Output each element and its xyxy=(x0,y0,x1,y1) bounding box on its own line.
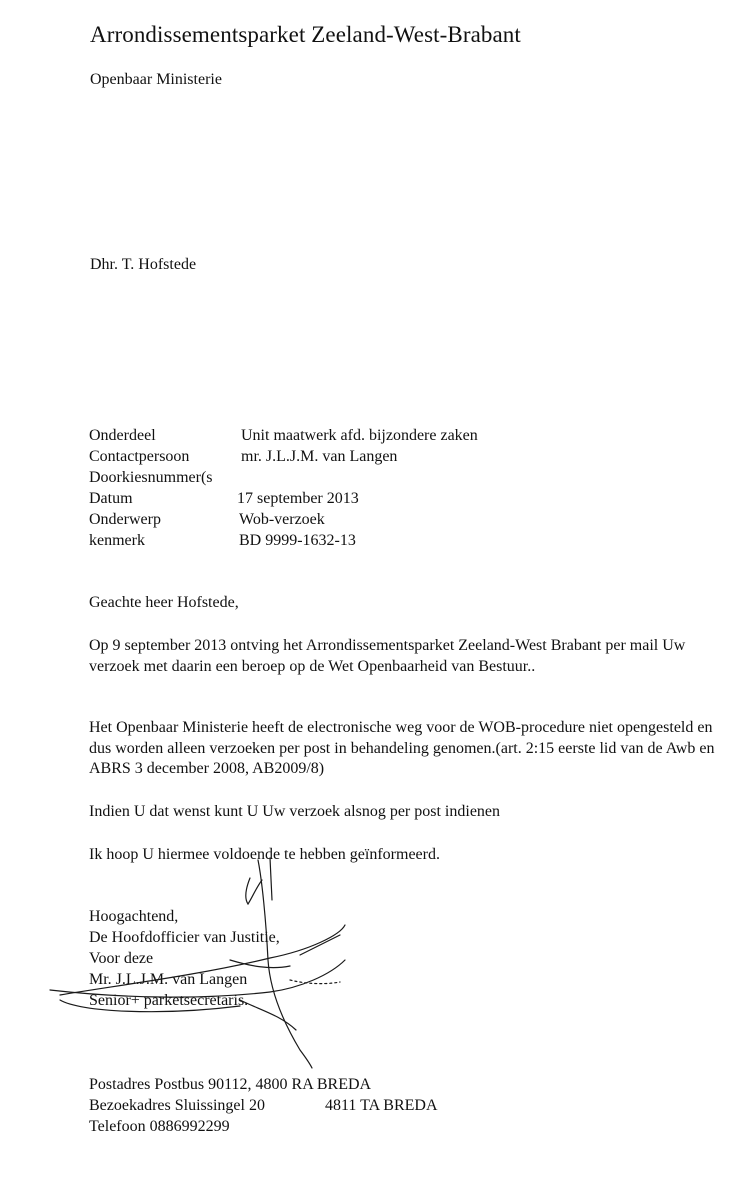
footer-postadres: Postadres Postbus 90112, 4800 RA BREDA xyxy=(89,1076,372,1093)
closing-line: De Hoofdofficier van Justitie, xyxy=(89,929,280,946)
footer-address xyxy=(89,1074,438,1137)
closing-block xyxy=(89,906,280,1011)
body-paragraph: Op 9 september 2013 ontving het Arrondissementsparket Zeeland-West Brabant per mail Uw verzoek met daarin een beroep op de Wet Openbaarheid van Bestuur.. xyxy=(89,637,686,675)
meta-value: Wob-verzoek xyxy=(239,511,325,528)
meta-label: Doorkiesnummer(s xyxy=(89,469,213,486)
meta-label: Datum xyxy=(89,490,133,507)
meta-value: 17 september 2013 xyxy=(237,490,359,507)
meta-label: Contactpersoon xyxy=(89,448,190,465)
meta-label: Onderdeel xyxy=(89,427,156,444)
closing-line: Hoogachtend, xyxy=(89,908,179,925)
footer-bezoekadres-street: Bezoekadres Sluissingel 20 xyxy=(89,1097,265,1114)
closing-line: Mr. J.L.J.M. van Langen xyxy=(89,971,248,988)
addressee: Dhr. T. Hofstede xyxy=(90,256,197,273)
body-paragraph: Het Openbaar Ministerie heeft de electronische weg voor de WOB-procedure niet opengesteld en dus worden alleen verzoeken per post in behandeling genomen.(art. 2:15 eerste lid van de Awb en ABRS 3 december 2008, AB2009/8) xyxy=(89,719,715,777)
letterhead-subtitle: Openbaar Ministerie xyxy=(90,71,222,88)
closing-line: Voor deze xyxy=(89,950,154,967)
meta-label: Onderwerp xyxy=(89,511,161,528)
body-paragraph: Indien U dat wenst kunt U Uw verzoek alsnog per post indienen xyxy=(89,803,501,820)
footer-bezoekadres-city: 4811 TA BREDA xyxy=(325,1097,438,1114)
meta-label: kenmerk xyxy=(89,532,145,549)
meta-value: BD 9999-1632-13 xyxy=(239,532,356,549)
meta-value: mr. J.L.J.M. van Langen xyxy=(241,448,398,465)
body-paragraph: Ik hoop U hiermee voldoende te hebben geïnformeerd. xyxy=(89,846,440,863)
letterhead-title: Arrondissementsparket Zeeland-West-Brabant xyxy=(90,22,521,47)
salutation: Geachte heer Hofstede, xyxy=(89,594,239,611)
closing-line: Senior+ parketsecretaris. xyxy=(89,992,249,1009)
footer-bezoekadres xyxy=(89,1095,438,1116)
meta-value: Unit maatwerk afd. bijzondere zaken xyxy=(241,427,478,444)
footer-telefoon: Telefoon 0886992299 xyxy=(89,1118,230,1135)
